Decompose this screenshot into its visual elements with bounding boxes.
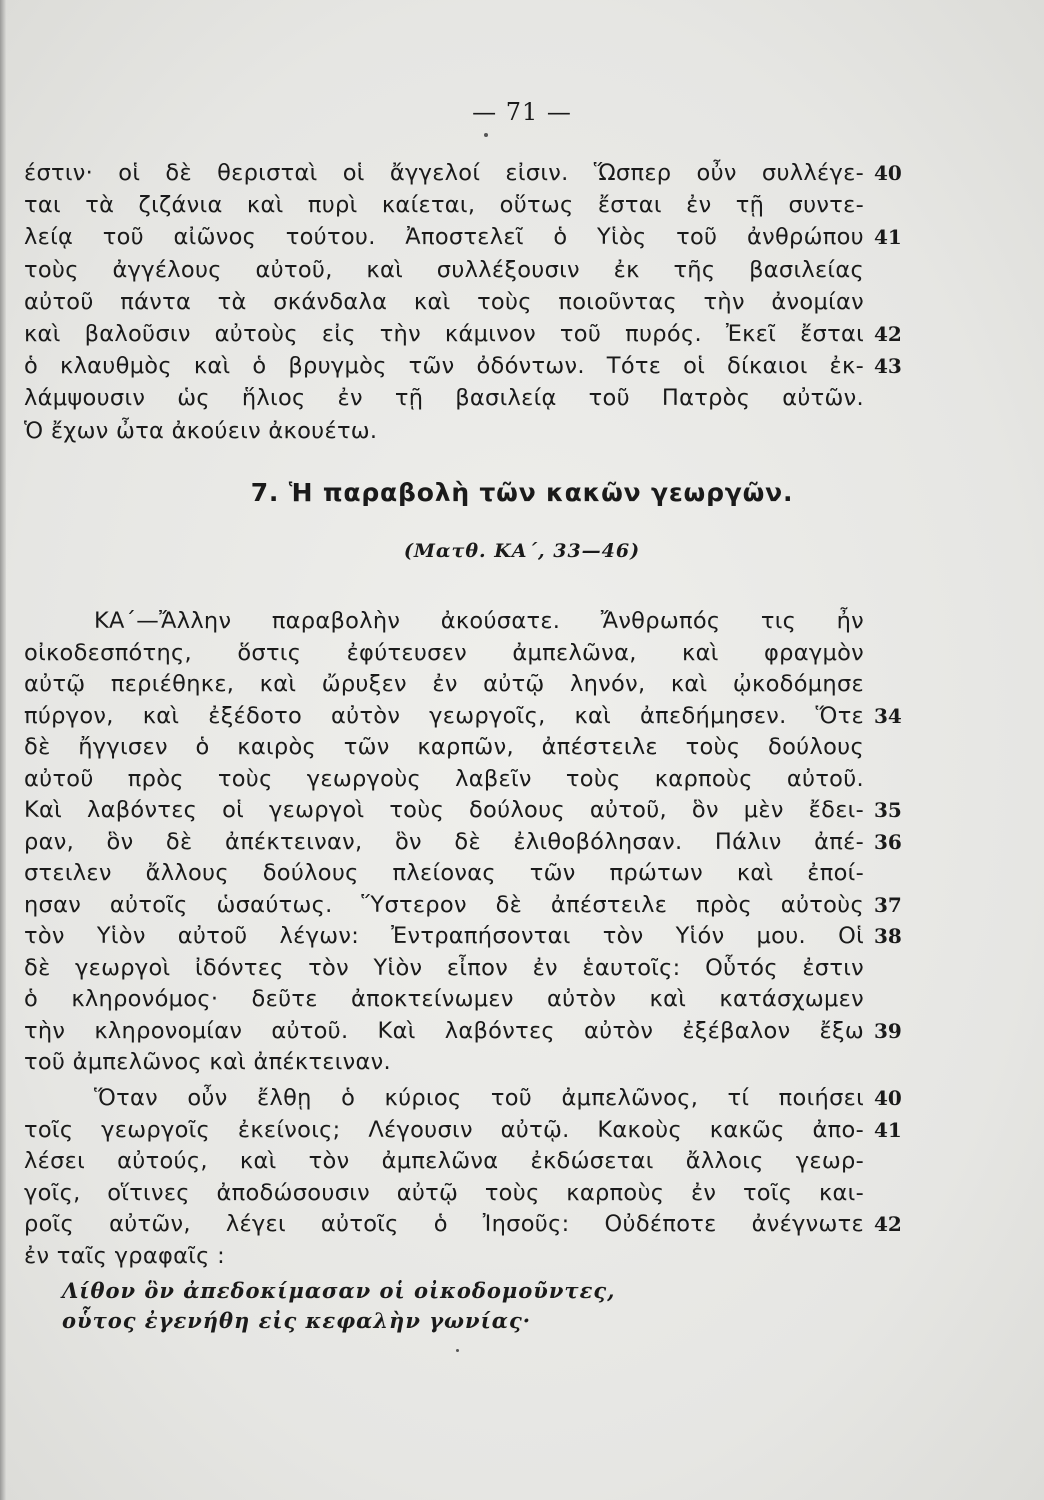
scripture-reference: (Ματθ. ΚΑ΄, 33—46) bbox=[403, 540, 641, 562]
text-line: τὸν Υἱὸν αὐτοῦ λέγων: Ἐντραπήσονται τὸν Υἱόν μου. Οἱ bbox=[24, 923, 864, 949]
print-speck bbox=[484, 133, 488, 137]
text-line: ΚΑ΄—Ἄλλην παραβολὴν ἀκούσατε. Ἄνθρωπός τις ἦν bbox=[94, 608, 864, 634]
text-line: ται τὰ ζιζάνια καὶ πυρὶ καίεται, οὕτως ἔσται ἐν τῇ συντε- bbox=[24, 192, 864, 219]
verse-number: 40 bbox=[874, 161, 902, 185]
verse-number: 41 bbox=[874, 225, 902, 250]
verse-number: 38 bbox=[874, 924, 902, 948]
verse-number: 43 bbox=[874, 354, 902, 379]
verse-number: 34 bbox=[874, 703, 902, 728]
verse-number: 42 bbox=[874, 1212, 902, 1236]
text-line: ἐν ταῖς γραφαῖς : bbox=[24, 1242, 225, 1269]
text-line: ὁ κλαυθμὸς καὶ ὁ βρυγμὸς τῶν ὀδόντων. Τότε οἱ δίκαιοι ἐκ- bbox=[24, 353, 864, 380]
text-line: ησαν αὐτοῖς ὡσαύτως. Ὕστερον δὲ ἀπέστειλε πρὸς αὐτοὺς bbox=[24, 891, 864, 918]
print-speck bbox=[456, 1349, 459, 1352]
text-line: Καὶ λαβόντες οἱ γεωργοὶ τοὺς δούλους αὐτοῦ, ὃν μὲν ἔδει- bbox=[24, 797, 864, 823]
text-line: ροῖς αὐτῶν, λέγει αὐτοῖς ὁ Ἰησοῦς: Οὐδέποτε ἀνέγνωτε bbox=[24, 1211, 864, 1237]
text-line: ραν, ὃν δὲ ἀπέκτειναν, ὃν δὲ ἐλιθοβόλησαν. Πάλιν ἀπέ- bbox=[24, 828, 864, 855]
verse-number: 42 bbox=[874, 322, 902, 346]
text-line: έστιν· οἱ δὲ θερισταὶ οἱ ἄγγελοί εἰσιν. Ὥσπερ οὖν συλλέγε- bbox=[24, 160, 864, 186]
page-binding-edge bbox=[0, 0, 6, 1500]
verse-number: 37 bbox=[874, 892, 902, 917]
text-line: τοὺς ἀγγέλους αὐτοῦ, καὶ συλλέξουσιν ἐκ τῆς βασιλείας bbox=[24, 256, 864, 283]
text-line: λέσει αὐτούς, καὶ τὸν ἀμπελῶνα ἐκδώσεται ἄλλοις γεωρ- bbox=[24, 1148, 864, 1174]
verse-number: 41 bbox=[874, 1117, 902, 1142]
text-line: γοῖς, οἵτινες ἀποδώσουσιν αὐτῷ τοὺς καρποὺς ἐν τοῖς και- bbox=[24, 1179, 864, 1206]
text-line: Ὅταν οὖν ἔλθῃ ὁ κύριος τοῦ ἀμπελῶνος, τί ποιήσει bbox=[94, 1085, 864, 1111]
text-line: αὐτοῦ πρὸς τοὺς γεωργοὺς λαβεῖν τοὺς καρποὺς αὐτοῦ. bbox=[24, 765, 864, 792]
text-line: Ὁ ἔχων ὦτα ἀκούειν ἀκουέτω. bbox=[24, 417, 378, 444]
text-line: τοῖς γεωργοῖς ἐκείνοις; Λέγουσιν αὐτῷ. Κακοὺς κακῶς ἀπο- bbox=[24, 1116, 864, 1143]
text-line: δὲ γεωργοὶ ἰδόντες τὸν Υἱὸν εἶπον ἐν ἑαυτοῖς: Οὗτός ἐστιν bbox=[24, 954, 864, 981]
verse-number: 36 bbox=[874, 829, 902, 854]
text-line: ὁ κληρονόμος· δεῦτε ἀποκτείνωμεν αὐτὸν καὶ κατάσχωμεν bbox=[24, 986, 864, 1012]
text-line: δὲ ἤγγισεν ὁ καιρὸς τῶν καρπῶν, ἀπέστειλε τοὺς δούλους bbox=[24, 734, 864, 760]
text-line: πύργον, καὶ ἐξέδοτο αὐτὸν γεωργοῖς, καὶ ἀπεδήμησεν. Ὅτε bbox=[24, 702, 864, 729]
text-line: στειλεν ἄλλους δούλους πλείονας τῶν πρώτων καὶ ἐποί- bbox=[24, 860, 864, 886]
text-line: τὴν κληρονομίαν αὐτοῦ. Καὶ λαβόντες αὐτὸν ἐξέβαλον ἔξω bbox=[24, 1017, 864, 1044]
verse-number: 39 bbox=[874, 1018, 902, 1043]
page-number: — 71 — bbox=[472, 98, 572, 126]
text-line: αὐτοῦ πάντα τὰ σκάνδαλα καὶ τοὺς ποιοῦντας τὴν ἀνομίαν bbox=[24, 288, 864, 315]
text-line: καὶ βαλοῦσιν αὐτοὺς εἰς τὴν κάμινον τοῦ πυρός. Ἐκεῖ ἔσται bbox=[24, 321, 864, 347]
text-line: αὐτῷ περιέθηκε, καὶ ὤρυξεν ἐν αὐτῷ ληνόν, καὶ ᾠκοδόμησε bbox=[24, 671, 864, 697]
quote-line-1: Λίθον ὃν ἀπεδοκίμασαν οἱ οἰκοδομοῦντες, bbox=[62, 1278, 616, 1303]
quote-line-2: οὗτος ἐγενήθη εἰς κεφαλὴν γωνίας· bbox=[62, 1308, 532, 1333]
text-line: οἰκοδεσπότης, ὅστις ἐφύτευσεν ἀμπελῶνα, καὶ φραγμὸν bbox=[24, 639, 864, 666]
text-line: λείᾳ τοῦ αἰῶνος τούτου. Ἀποστελεῖ ὁ Υἱὸς τοῦ ἀνθρώπου bbox=[24, 224, 864, 251]
text-line: τοῦ ἀμπελῶνος καὶ ἀπέκτειναν. bbox=[24, 1049, 391, 1075]
section-title: 7. Ἡ παραβολὴ τῶν κακῶν γεωργῶν. bbox=[250, 478, 794, 507]
text-line: λάμψουσιν ὡς ἥλιος ἐν τῇ βασιλείᾳ τοῦ Πατρὸς αὐτῶν. bbox=[24, 385, 864, 412]
verse-number: 35 bbox=[874, 798, 902, 822]
verse-number: 40 bbox=[874, 1086, 902, 1110]
